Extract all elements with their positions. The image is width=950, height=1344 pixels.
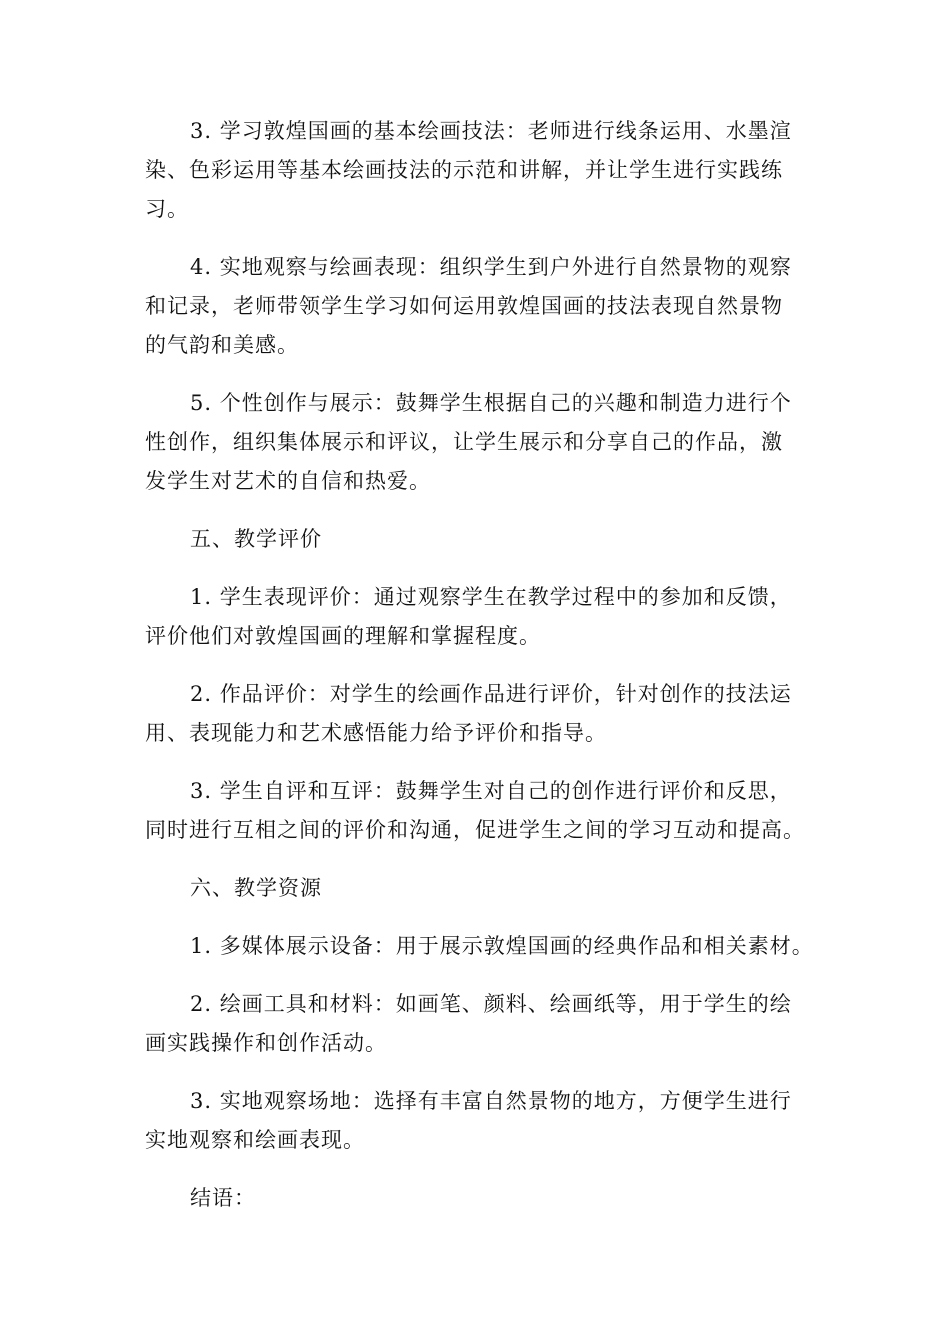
paragraph-line: 实地观察和绘画表现。: [145, 1128, 365, 1152]
paragraph-line: 和记录，老师带领学生学习如何运用敦煌国画的技法表现自然景物: [145, 294, 783, 318]
paragraph-item-3: [145, 112, 825, 229]
section-heading-resources: 六、教学资源: [190, 876, 322, 900]
paragraph-line: 3. 实地观察场地：选择有丰富自然景物的地方，方便学生进行: [190, 1089, 792, 1113]
paragraph-line: 1. 多媒体展示设备：用于展示敦煌国画的经典作品和相关素材。: [190, 934, 814, 958]
paragraph-line: 性创作，组织集体展示和评议，让学生展示和分享自己的作品，激: [145, 430, 783, 454]
paragraph-line: 用、表现能力和艺术感悟能力给予评价和指导。: [145, 721, 607, 745]
section-heading-evaluation: 五、教学评价: [190, 527, 322, 551]
paragraph-line: 5. 个性创作与展示：鼓舞学生根据自己的兴趣和制造力进行个: [190, 391, 792, 415]
paragraph-line: 习。: [145, 197, 189, 221]
resource-item-2: [145, 985, 825, 1063]
document-page: [145, 112, 825, 1237]
paragraph-line: 同时进行互相之间的评价和沟通，促进学生之间的学习互动和提高。: [145, 818, 805, 842]
paragraph-line: 4. 实地观察与绘画表现：组织学生到户外进行自然景物的观察: [190, 255, 792, 279]
paragraph-item-5: [145, 384, 825, 501]
paragraph-line: 染、色彩运用等基本绘画技法的示范和讲解，并让学生进行实践练: [145, 158, 783, 182]
paragraph-line: 评价他们对敦煌国画的理解和掌握程度。: [145, 624, 541, 648]
paragraph-line: 2. 绘画工具和材料：如画笔、颜料、绘画纸等，用于学生的绘: [190, 992, 792, 1016]
paragraph-line: 3. 学习敦煌国画的基本绘画技法：老师进行线条运用、水墨渲: [190, 119, 792, 143]
paragraph-line: 的气韵和美感。: [145, 333, 299, 357]
resource-item-1: [145, 927, 825, 966]
evaluation-item-1: [145, 578, 825, 656]
paragraph-item-4: [145, 248, 825, 365]
paragraph-line: 1. 学生表现评价：通过观察学生在教学过程中的参加和反馈，: [190, 585, 792, 609]
resource-item-3: [145, 1082, 825, 1160]
conclusion-heading: 结语：: [190, 1186, 256, 1210]
paragraph-line: 3. 学生自评和互评：鼓舞学生对自己的创作进行评价和反思，: [190, 779, 792, 803]
evaluation-item-3: [145, 772, 825, 850]
paragraph-line: 发学生对艺术的自信和热爱。: [145, 469, 431, 493]
evaluation-item-2: [145, 675, 825, 753]
paragraph-line: 2. 作品评价：对学生的绘画作品进行评价，针对创作的技法运: [190, 682, 792, 706]
paragraph-line: 画实践操作和创作活动。: [145, 1031, 387, 1055]
